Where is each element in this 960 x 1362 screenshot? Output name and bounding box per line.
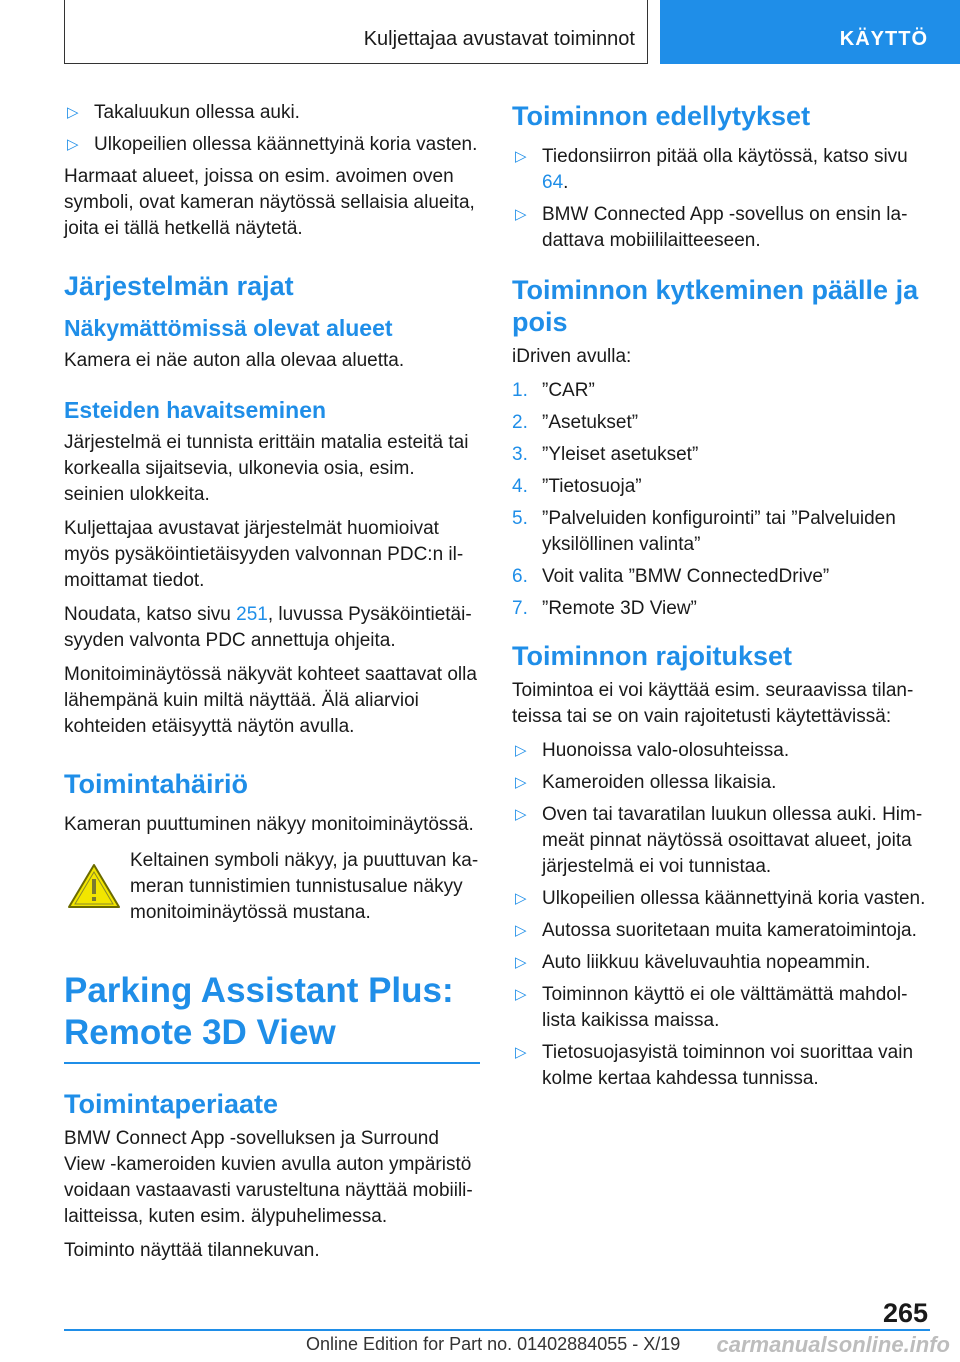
paragraph: Kamera ei näe auton alla olevaa aluetta. (64, 350, 405, 371)
list-item: ▷ Huonoissa valo-olosuhteissa. (512, 738, 932, 764)
list-item: ▷ Auto liikkuu käveluvauhtia nopeammin. (512, 950, 932, 976)
restrictions-list (512, 738, 932, 1092)
triangle-right-icon: ▷ (515, 890, 527, 907)
list-item: 4. ”Tietosuoja” (512, 476, 642, 497)
footer-edition: Online Edition for Part no. 01402884055 - X/19 (306, 1334, 681, 1354)
paragraph: iDriven avulla: (512, 346, 632, 367)
page-link-251[interactable]: 251 (236, 604, 268, 625)
heading-system-limits: Järjestelmän rajat (64, 271, 294, 301)
top-bullet-list (64, 100, 480, 158)
warning-text: Keltainen symboli näkyy, ja puuttuvan kameran tunnistimien tunnistusalue näkyy monitoiminäytössä mustana. (130, 850, 479, 923)
list-item: ▷ Tiedonsiirron pitää olla käytössä, katso sivu 64. (515, 146, 908, 193)
paragraph: Noudata, katso sivu 251, luvussa Pysäköintietäisyyden valvonta PDC annettuja ohjeita. (64, 604, 472, 651)
right-column (512, 100, 932, 1098)
paragraph: Toiminto näyttää tilannekuvan. (64, 1240, 320, 1261)
list-item: ▷ Tietosuojasyistä toiminnon voi suorittaa vain kolme kertaa kahdessa tunnissa. (515, 1042, 914, 1089)
triangle-right-icon: ▷ (515, 806, 527, 823)
list-item: ▷ Ulkopeilien ollessa käännettyinä koria vasten. (512, 886, 932, 912)
triangle-right-icon: ▷ (67, 104, 79, 121)
left-column (64, 100, 480, 1272)
paragraph: Toimintoa ei voi käyttää esim. seuraavissa tilanteissa tai se on vain rajoitetusti käytettävissä: (512, 680, 914, 727)
chapter-title: Parking Assistant Plus: Remote 3D View (64, 970, 480, 1064)
list-item: 7. ”Remote 3D View” (512, 598, 697, 619)
footer-divider (64, 1329, 930, 1331)
list-item: ▷ Oven tai tavaratilan luukun ollessa auki. Himmeät pinnat näytössä osoittavat alueet, joita järjestelmä ei voi tunnistaa. (515, 804, 923, 877)
list-item: 1. ”CAR” (512, 380, 595, 401)
triangle-right-icon: ▷ (515, 1044, 527, 1061)
triangle-right-icon: ▷ (67, 136, 79, 153)
header-title-box (64, 0, 648, 64)
list-item: ▷ Autossa suoritetaan muita kameratoimintoja. (512, 918, 932, 944)
heading-obstacle-detection: Esteiden havaitseminen (64, 397, 327, 423)
triangle-right-icon: ▷ (515, 986, 527, 1003)
paragraph: Kuljettajaa avustavat järjestelmät huomioivat myös pysäköintietäisyyden valvonnan PDC:n ilmoittamat tiedot. (64, 518, 464, 591)
requirements-list (512, 144, 932, 254)
steps-list (512, 378, 932, 622)
list-item: ▷ Kameroiden ollessa likaisia. (512, 770, 932, 796)
heading-malfunction: Toimintahäiriö (64, 769, 249, 799)
paragraph: BMW Connect App -sovelluksen ja Surround View -kameroiden kuvien avulla auton ympäristö voidaan vastaavasti varusteltuna näyttää mobiililaitteissa, kuten esim. älypuhelimessa. (64, 1128, 473, 1227)
list-item: ▷ BMW Connected App -sovellus on ensin ladattava mobiililaitteeseen. (515, 204, 908, 251)
heading-restrictions: Toiminnon rajoitukset (512, 641, 793, 671)
paragraph: Järjestelmä ei tunnista erittäin matalia esteitä tai korkealla sijaitsevia, ulkonevia osia, esim. seinien ulokkeita. (64, 432, 469, 505)
header-section-tab (660, 0, 960, 64)
watermark: carmanualsonline.info (716, 1332, 950, 1357)
triangle-right-icon: ▷ (515, 148, 527, 165)
list-item: 3. ”Yleiset asetukset” (512, 444, 699, 465)
heading-on-off: Toiminnon kytkeminen päälle ja pois (512, 275, 919, 337)
header-title: Kuljettajaa avustavat toiminnot (363, 28, 635, 50)
triangle-right-icon: ▷ (515, 742, 527, 759)
triangle-right-icon: ▷ (515, 206, 527, 223)
triangle-right-icon: ▷ (515, 774, 527, 791)
triangle-right-icon: ▷ (515, 954, 527, 971)
warning-note (64, 848, 480, 926)
paragraph: Kameran puuttuminen näkyy monitoiminäytössä. (64, 814, 474, 835)
list-item: 2. ”Asetukset” (512, 412, 639, 433)
page-link-64[interactable]: 64 (542, 172, 564, 193)
list-item: ▷ Takaluukun ollessa auki. (64, 100, 480, 126)
list-item: 6. Voit valita ”BMW ConnectedDrive” (512, 566, 830, 587)
warning-triangle-icon (66, 862, 122, 910)
list-item: ▷ Toiminnon käyttö ei ole välttämättä mahdollista kaikissa maissa. (515, 984, 908, 1031)
heading-requirements: Toiminnon edellytykset (512, 101, 811, 131)
triangle-right-icon: ▷ (515, 922, 527, 939)
paragraph: Harmaat alueet, joissa on esim. avoimen oven symboli, ovat kameran näytössä sellaisia alueita, joita ei tällä hetkellä näytetä. (64, 166, 475, 239)
heading-principle: Toimintaperiaate (64, 1089, 279, 1119)
header-section-label: KÄYTTÖ (839, 28, 928, 50)
list-item: ▷ Ulkopeilien ollessa käännettyinä koria vasten. (64, 132, 480, 158)
heading-invisible-areas: Näkymättömissä olevat alueet (64, 315, 393, 341)
list-item: 5. ”Palveluiden konfigurointi” tai ”Palveluiden yksilöllinen valinta” (512, 508, 896, 555)
page-number: 265 (882, 1298, 928, 1328)
paragraph: Monitoiminäytössä näkyvät kohteet saattavat olla lähempänä kuin miltä näyttää. Älä aliarvioi kohteiden etäisyyttä näytön avulla. (64, 664, 477, 737)
